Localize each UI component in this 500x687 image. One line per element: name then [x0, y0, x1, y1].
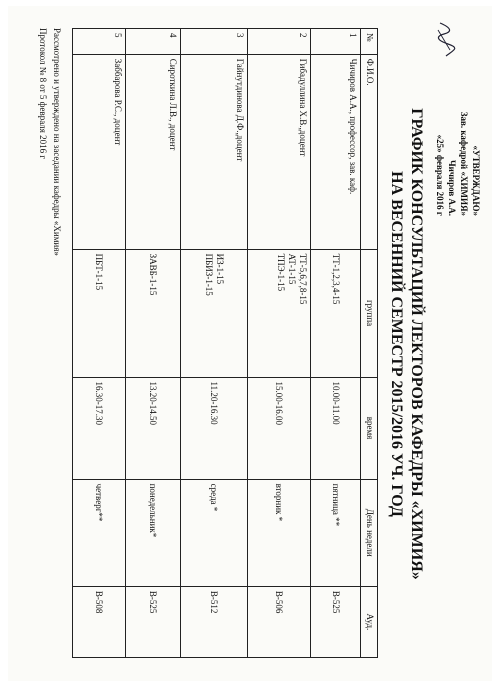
- header-room: Ауд.: [361, 586, 378, 657]
- weekday-cell: вторник *: [248, 479, 311, 586]
- group-code: ТПЭ-1-15: [276, 253, 286, 292]
- group-code: ТТ-1,2,3,4-15: [331, 253, 341, 305]
- lecturer-name: Чичиров А.А., профессор, зав. каф.: [311, 54, 361, 249]
- row-number: 1: [311, 29, 361, 55]
- approval-position: Зав. кафедрой «ХИМИЯ»: [459, 111, 469, 216]
- room-cell: В-525: [126, 586, 181, 657]
- time-cell: 13.20-14.50: [126, 377, 181, 479]
- lecturer-name: Заббарова Р.С., доцент: [73, 54, 126, 249]
- table-row: [181, 29, 248, 658]
- group-cell: [181, 249, 248, 377]
- group-cell: [73, 249, 126, 377]
- header-weekday: День недели: [361, 479, 378, 586]
- group-code: ПБТ-1-15: [94, 253, 105, 291]
- page-title: [386, 54, 426, 634]
- header-name: Ф.И.О.: [361, 54, 378, 249]
- header-number: №: [361, 29, 378, 55]
- table-row: [248, 29, 311, 658]
- room-cell: В-525: [311, 586, 361, 657]
- group-code: ТТ-5,6,7,8-15: [298, 253, 308, 305]
- rotated-landscape-content: [16, 14, 486, 674]
- room-cell: В-508: [73, 586, 126, 657]
- title-line-1: ГРАФИК КОНСУЛЬТАЦИЙ ЛЕКТОРОВ КАФЕДРЫ «ХИМИЯ»: [408, 108, 425, 580]
- room-cell: В-506: [248, 586, 311, 657]
- group-cell: [248, 249, 311, 377]
- weekday-cell: пятница **: [311, 479, 361, 586]
- group-code: ЗАВБ-1-15: [148, 253, 159, 296]
- row-number: 2: [248, 29, 311, 55]
- weekday-cell: четверг**: [73, 479, 126, 586]
- lecturer-name: Гибадуллина Х.В.,доцент: [248, 54, 311, 249]
- lecturer-name: Гайнутдинова Д.Ф.,доцент: [181, 54, 248, 249]
- document-page: [8, 6, 492, 681]
- footnote-line-1: Рассмотрено и утверждено на заседании кафедры «Химия»: [52, 28, 62, 256]
- approval-footnote: [36, 28, 64, 528]
- row-number: 4: [126, 29, 181, 55]
- room-cell: В-512: [181, 586, 248, 657]
- time-cell: 10.00-11.00: [311, 377, 361, 479]
- group-code: АТ-1-15: [287, 253, 297, 285]
- header-group: группа: [361, 249, 378, 377]
- handwritten-signature: [434, 20, 456, 60]
- weekday-cell: понедельник*: [126, 479, 181, 586]
- weekday-cell: среда *: [181, 479, 248, 586]
- row-number: 3: [181, 29, 248, 55]
- table-header-row: [361, 29, 378, 658]
- table-row: [126, 29, 181, 658]
- group-code: ИЗ-1-15: [215, 253, 225, 285]
- consultation-schedule-table: [72, 28, 378, 658]
- time-cell: 11.20-16.30: [181, 377, 248, 479]
- footnote-line-2: Протокол № 8 от 5 февраля 2016 г: [38, 28, 48, 160]
- approval-heading: «УТВЕРЖДАЮ»: [471, 145, 481, 216]
- group-code: ПБИЗ-1-15: [204, 253, 214, 296]
- table-row: [311, 29, 361, 658]
- time-cell: 16.30-17.30: [73, 377, 126, 479]
- title-line-2: НА ВЕСЕННИЙ СЕМЕСТР 2015/2016 УЧ. ГОД: [388, 171, 405, 517]
- header-time: время: [361, 377, 378, 479]
- lecturer-name: Сироткина Л.В., доцент: [126, 54, 181, 249]
- approval-name: Чичиров А.А.: [447, 160, 457, 216]
- approval-date: «25» февраля 2016 г: [435, 134, 445, 216]
- group-cell: [126, 249, 181, 377]
- table-row: [73, 29, 126, 658]
- group-cell: [311, 249, 361, 377]
- row-number: 5: [73, 29, 126, 55]
- time-cell: 15.00-16.00: [248, 377, 311, 479]
